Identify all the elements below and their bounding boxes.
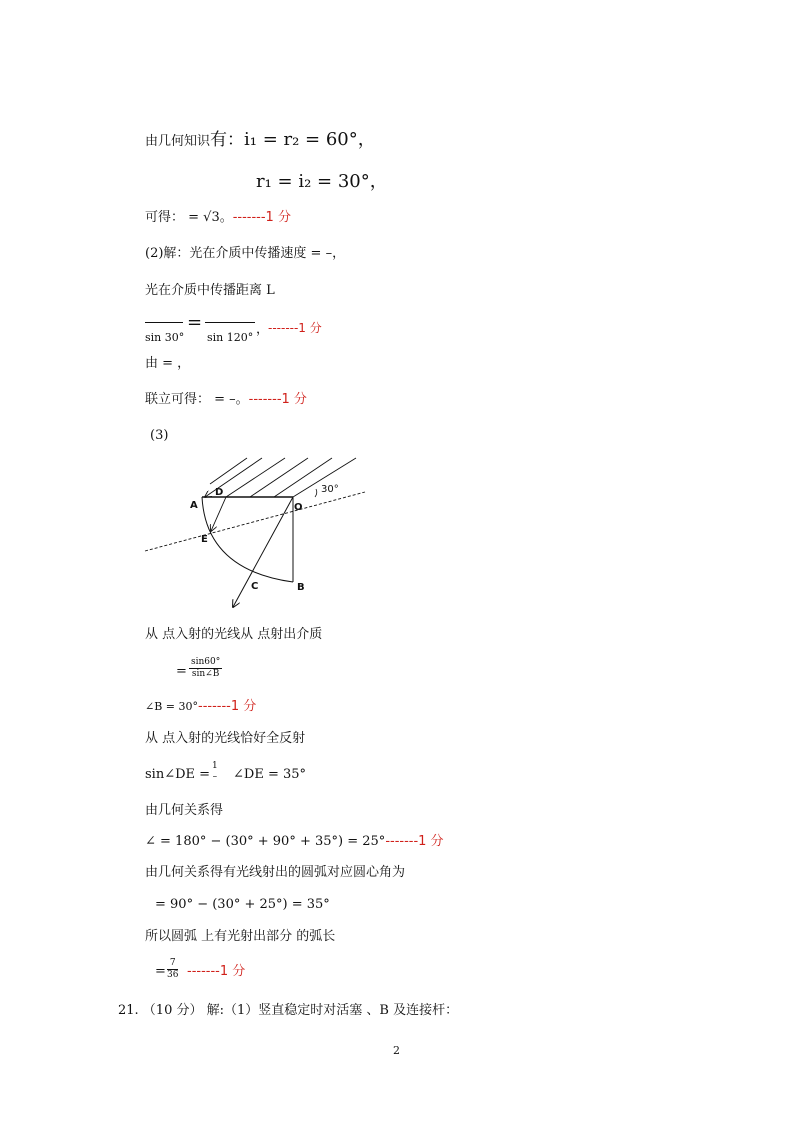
combine-text: 联立可得： = –。 (145, 392, 249, 407)
arc-AB (202, 497, 293, 582)
incident-ray-3 (250, 458, 308, 497)
result-n-text: 可得： = √3。 (145, 210, 233, 225)
incident-ray-6 (210, 458, 247, 484)
line-geometry-prefix: 由几何知识 (145, 134, 211, 149)
line-from: 由 = ， (145, 356, 191, 371)
score-6: -------1 分 (187, 964, 246, 979)
line-r1-eq: r₁ = i₂ = 30°， (256, 171, 388, 192)
fraction-1-over-n (212, 761, 218, 783)
score-4: -------1 分 (198, 699, 257, 714)
label-D: D (215, 487, 224, 498)
label-C: C (251, 581, 259, 592)
fraction-num-1: 1 (212, 761, 218, 771)
ray-DE (211, 497, 226, 531)
sin-DE-left: sin∠DE = (145, 767, 211, 782)
fraction-den-36: 36 (167, 970, 179, 980)
fraction-comma: ， (256, 322, 270, 337)
fraction-den-sin120: sin 120° (207, 331, 254, 344)
line-geometry-you: 有： (210, 130, 245, 150)
fraction-den-n: – (212, 772, 218, 782)
label-E: E (201, 534, 208, 545)
score-2: -------1 分 (268, 321, 322, 335)
label-O: O (294, 502, 303, 513)
incident-ray-2 (226, 458, 285, 497)
angle-calc-text: ∠ = 180° − (30° + 90° + 35°) = 25° (145, 834, 386, 849)
label-angle-30: 30° (321, 484, 339, 495)
score-5: -------1 分 (385, 834, 444, 849)
angle-DE-right: ∠DE = 35° (233, 767, 307, 782)
fraction-7-over-36 (167, 958, 178, 981)
score-3: -------1 分 (248, 392, 307, 407)
eq-sign-n: = (176, 664, 187, 679)
line-angle-35: = 90° − (30° + 25°) = 35° (155, 897, 330, 912)
score-1: -------1 分 (232, 210, 291, 225)
eq-sign-arc: = (155, 964, 166, 979)
ray-OC (233, 497, 293, 607)
incident-ray-1 (205, 458, 262, 497)
part3-label: (3) (150, 428, 169, 443)
dashed-line (145, 492, 365, 551)
line-total-reflection: 从 点入射的光线恰好全反射 (145, 731, 306, 746)
angle-B-text: ∠B = 30° (145, 700, 199, 713)
line-geometry-eq: i₁ = r₂ = 60°， (244, 129, 376, 150)
label-A: A (190, 500, 198, 511)
line-angle-B (145, 699, 256, 715)
line-geometric-relation: 由几何关系得 (145, 803, 224, 818)
question-21-heading: 21. （10 分） 解:（1）竖直稳定时对活塞 、B 及连接杆： (118, 1003, 459, 1018)
fraction-den-sin30: sin 30° (145, 331, 185, 344)
fraction-equals: = (187, 312, 203, 333)
fraction-sin60-over-sinB (189, 657, 222, 680)
line-part2-distance: 光在介质中传播距离 L (145, 283, 275, 298)
line-central-angle: 由几何关系得有光线射出的圆弧对应圆心角为 (145, 865, 406, 880)
line-arc-length: 所以圆弧 上有光射出部分 的弧长 (145, 929, 336, 944)
line-part2-speed: (2)解：光在介质中传播速度 = –， (145, 246, 346, 261)
fraction-num-sin60: sin60° (191, 657, 221, 667)
line-ray-exit: 从 点入射的光线从 点射出介质 (145, 627, 323, 642)
angle-arc (315, 489, 317, 497)
label-B: B (297, 582, 305, 593)
page-number: 2 (393, 1044, 400, 1057)
fraction-den-sinB: sin∠B (191, 669, 220, 679)
fraction-num-7: 7 (167, 958, 178, 970)
line-angle-calc (145, 834, 444, 850)
